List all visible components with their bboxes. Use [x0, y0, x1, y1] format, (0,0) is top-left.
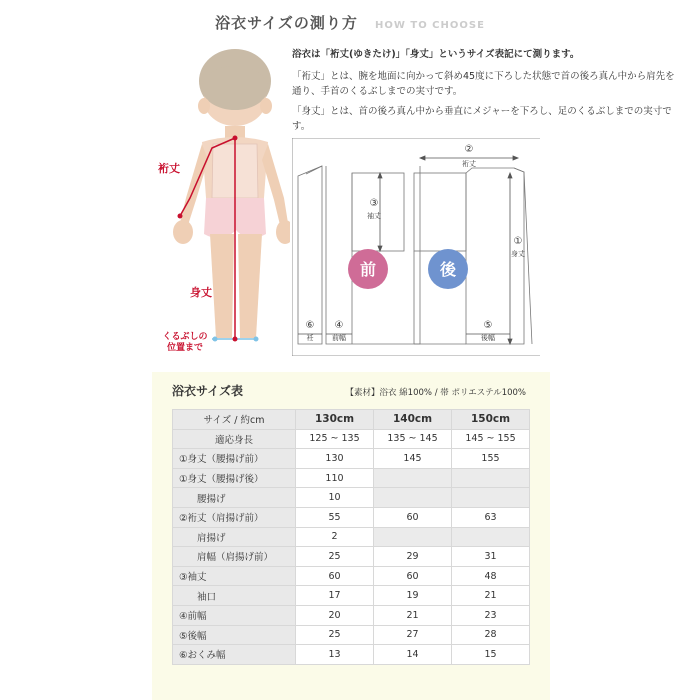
size-table: [172, 409, 530, 665]
table-cell: 20: [296, 605, 374, 625]
size-table-title: 浴衣サイズ表: [172, 384, 244, 398]
row-label: 肩揚げ: [173, 527, 296, 547]
table-cell-empty: [452, 527, 530, 547]
m5-label: 後幅: [481, 334, 495, 342]
left-leg: [210, 234, 234, 338]
left-arm: [180, 144, 208, 225]
description: [292, 47, 682, 139]
table-row: [173, 547, 530, 567]
table-cell: 55: [296, 507, 374, 527]
row-label: ③袖丈: [173, 566, 296, 586]
table-row: [173, 449, 530, 469]
m2-label: 裄丈: [462, 160, 476, 168]
m4-label: 前幅: [332, 334, 346, 342]
header-cell: 150cm: [452, 410, 530, 430]
row-label: ①身丈（腰揚げ後）: [173, 468, 296, 488]
description-yukitake: 「裄丈」とは、腕を地面に向かって斜め45度に下ろした状態で首の後ろ真ん中から肩先を通り、手首のくるぶしまでの実寸です。: [292, 70, 675, 97]
table-cell: 31: [452, 547, 530, 567]
table-row: [173, 645, 530, 665]
child-figure-illustration: [150, 48, 290, 348]
table-cell: 60: [374, 566, 452, 586]
table-cell-empty: [374, 468, 452, 488]
m3-num: ③: [369, 198, 379, 209]
table-cell: 60: [374, 507, 452, 527]
table-cell: 48: [452, 566, 530, 586]
row-label: 腰揚げ: [173, 488, 296, 508]
table-cell: 145 ~ 155: [452, 429, 530, 449]
table-row: [173, 527, 530, 547]
m4-num: ④: [334, 320, 344, 331]
callout-yukitake: 裄丈: [158, 162, 180, 175]
table-cell: 14: [374, 645, 452, 665]
size-table-section: [152, 372, 550, 700]
row-label: ⑤後幅: [173, 625, 296, 645]
table-cell: 15: [452, 645, 530, 665]
header-cell: 130cm: [296, 410, 374, 430]
page-title: 浴衣サイズの測り方: [215, 14, 358, 32]
page-heading: [0, 12, 700, 33]
row-label: ⑥おくみ幅: [173, 645, 296, 665]
table-cell: 155: [452, 449, 530, 469]
table-cell: 130: [296, 449, 374, 469]
row-label: 袖口: [173, 586, 296, 606]
table-row: [173, 586, 530, 606]
table-cell: 28: [452, 625, 530, 645]
table-cell: 125 ~ 135: [296, 429, 374, 449]
table-cell: 21: [452, 586, 530, 606]
table-cell: 135 ~ 145: [374, 429, 452, 449]
m1-label: 身丈: [511, 250, 525, 258]
table-cell: 17: [296, 586, 374, 606]
table-cell-empty: [452, 488, 530, 508]
table-row: [173, 566, 530, 586]
table-row: [173, 468, 530, 488]
row-label: 適応身長: [173, 429, 296, 449]
header-cell: 140cm: [374, 410, 452, 430]
callout-mitake: 身丈: [190, 286, 212, 299]
page-subtitle: HOW TO CHOOSE: [374, 20, 485, 31]
table-header-row: [173, 410, 530, 430]
table-cell: 19: [374, 586, 452, 606]
table-row: [173, 605, 530, 625]
table-cell: 60: [296, 566, 374, 586]
header-cell: サイズ / 約cm: [173, 410, 296, 430]
table-cell: 110: [296, 468, 374, 488]
back-marker-label: 後: [439, 260, 457, 279]
table-cell-empty: [452, 468, 530, 488]
table-cell-empty: [374, 488, 452, 508]
table-cell: 27: [374, 625, 452, 645]
material-info: 【素材】浴衣 綿100% / 帯 ポリエステル100%: [345, 388, 526, 398]
table-row: [173, 507, 530, 527]
table-cell: 2: [296, 527, 374, 547]
row-label: 肩幅（肩揚げ前）: [173, 547, 296, 567]
right-arm: [262, 144, 288, 225]
table-cell: 145: [374, 449, 452, 469]
table-row: [173, 429, 530, 449]
table-cell: 10: [296, 488, 374, 508]
description-lead: 浴衣は「裄丈(ゆきたけ)」「身丈」というサイズ表記にて測ります。: [292, 49, 580, 60]
front-marker-label: 前: [359, 260, 377, 279]
row-label: ①身丈（腰揚げ前）: [173, 449, 296, 469]
m6-label: 衽: [306, 334, 314, 342]
table-cell: 63: [452, 507, 530, 527]
m1-num: ①: [513, 236, 523, 247]
table-cell-empty: [374, 527, 452, 547]
row-label: ④前幅: [173, 605, 296, 625]
description-mitake: 「身丈」とは、首の後ろ真ん中から垂直にメジャーを下ろし、足のくるぶしまでの実寸です。: [292, 105, 672, 132]
table-cell: 25: [296, 625, 374, 645]
right-leg: [238, 234, 262, 338]
m2-num: ②: [464, 144, 474, 155]
front-collar-panel: [298, 166, 322, 344]
table-row: [173, 488, 530, 508]
m6-num: ⑥: [305, 320, 315, 331]
back-sleeve: [414, 173, 466, 251]
table-cell: 13: [296, 645, 374, 665]
table-cell: 29: [374, 547, 452, 567]
table-cell: 25: [296, 547, 374, 567]
kimono-measurement-diagram: [292, 138, 540, 356]
row-label: ②裄丈（肩揚げ前）: [173, 507, 296, 527]
callout-ankle: くるぶしの位置まで: [162, 332, 208, 353]
table-row: [173, 625, 530, 645]
table-cell: 21: [374, 605, 452, 625]
m5-num: ⑤: [483, 320, 493, 331]
m3-label: 袖丈: [367, 212, 381, 220]
table-cell: 23: [452, 605, 530, 625]
